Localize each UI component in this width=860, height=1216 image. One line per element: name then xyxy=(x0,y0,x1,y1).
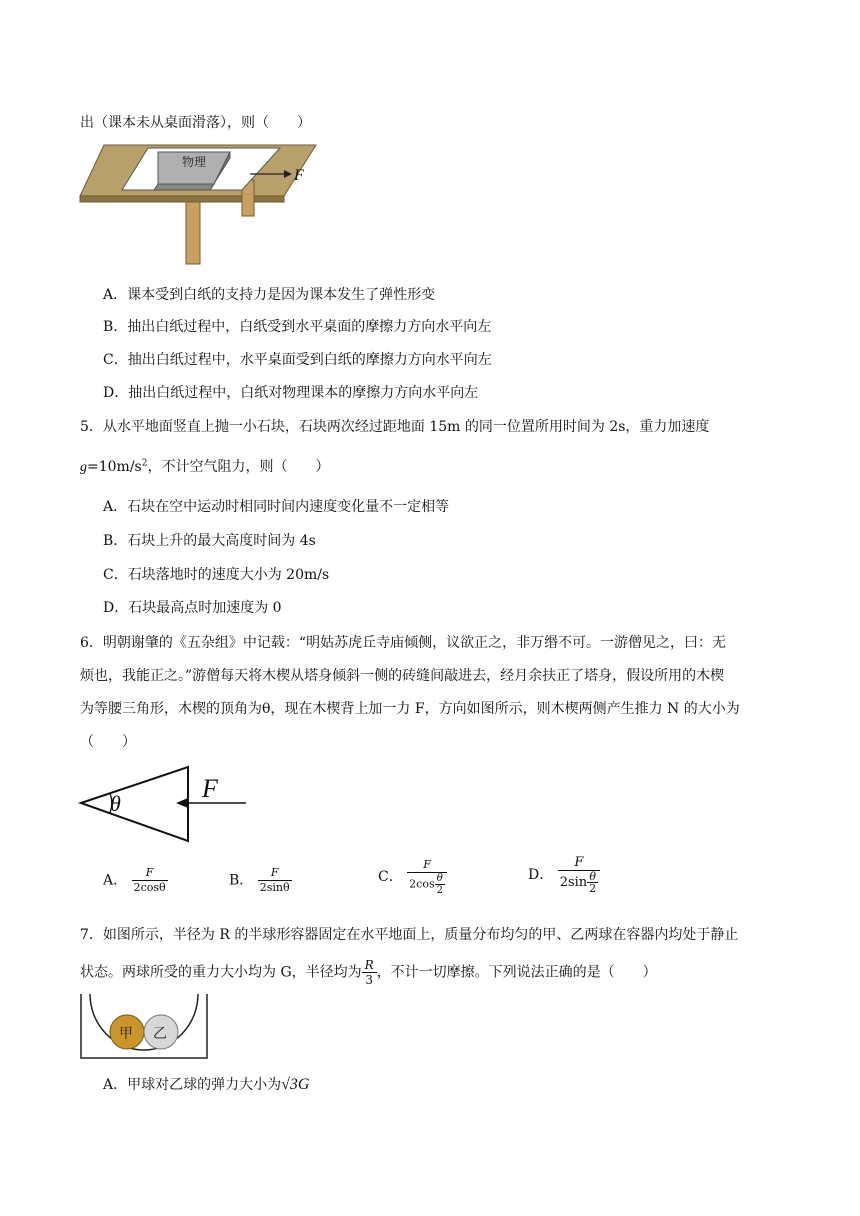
wedge-figure xyxy=(78,765,258,845)
q6-choice-c-fraction: F 2cos $\frac{\theta}{2}$ xyxy=(407,858,447,896)
q7-radius-fraction: $\frac{R}{3}$ xyxy=(362,958,377,987)
q6-choice-a-fraction: $\frac{F}{2\cos\theta}$ xyxy=(133,866,166,894)
force-label: F xyxy=(294,167,304,184)
q6-choice-a: A． $\frac{F}{2\cos\theta}$ xyxy=(103,866,166,894)
question-6-line4: （ ） xyxy=(80,734,136,750)
q6-choice-c: C． F 2cos $\frac{\theta}{2}$ xyxy=(378,858,447,896)
wedge-force-label: F xyxy=(202,774,218,803)
ball-jia-label: 甲 xyxy=(119,1026,133,1042)
q4-option-b: B．抽出白纸过程中，白纸受到水平桌面的摩擦力方向水平向左 xyxy=(103,319,492,335)
question-7-line1: 7．如图所示，半径为 R 的半球形容器固定在水平地面上，质量分布均匀的甲、乙两球在容器内均处于静止 xyxy=(80,927,739,943)
hemisphere-balls-figure xyxy=(78,992,210,1062)
q5-option-d: D．石块最高点时加速度为 0 xyxy=(103,600,282,616)
book-label: 物理 xyxy=(182,155,207,169)
question-6-line1: 6．明朝谢肇的《五杂组》中记载：“明姑苏虎丘寺庙倾侧，议欲正之，非万缗不可。一游僧见之，曰：无 xyxy=(80,635,727,651)
g-value: =10m/s xyxy=(87,459,142,475)
g-symbol: g xyxy=(80,460,87,475)
q4-option-d: D．抽出白纸过程中，白纸对物理课本的摩擦力方向水平向左 xyxy=(103,385,479,401)
question-7-line2: 状态。两球所受的重力大小均为 G，半径均为 $\frac{R}{3}$ ，不计一切摩擦。下列说法正确的是（ ） xyxy=(80,958,657,987)
q6-choice-d-fraction: F 2sin $\frac{\theta}{2}$ xyxy=(558,856,600,894)
q5-line2-rest: ，不计空气阻力，则（ ） xyxy=(147,459,330,475)
q4-option-c: C．抽出白纸过程中，水平桌面受到白纸的摩擦力方向水平向左 xyxy=(103,352,492,368)
theta-label: θ xyxy=(110,791,121,816)
q5-option-a: A．石块在空中运动时相同时间内速度变化量不一定相等 xyxy=(103,499,450,515)
ball-yi-label: 乙 xyxy=(153,1026,167,1042)
q6-choice-b-fraction: $\frac{F}{2\sin\theta}$ xyxy=(259,866,290,894)
question-6-line3: 为等腰三角形，木楔的顶角为θ，现在木楔背上加一力 F，方向如图所示，则木楔两侧产生推力 N 的大小为 xyxy=(80,701,740,717)
q4-option-a: A．课本受到白纸的支持力是因为课本发生了弹性形变 xyxy=(103,287,436,303)
question-5-stem-line1: 5．从水平地面竖直上抛一小石块，石块两次经过距地面 15m 的同一位置所用时间为 2s，重力加速度 xyxy=(80,419,710,435)
q5-option-c: C．石块落地时的速度大小为 20m/s xyxy=(103,567,330,583)
question-4-tail: 出（课本未从桌面滑落），则（ ） xyxy=(80,115,311,131)
q6-choice-d: D． F 2sin $\frac{\theta}{2}$ xyxy=(528,856,600,894)
question-5-stem-line2 xyxy=(80,456,329,476)
q6-choice-b: B． $\frac{F}{2\sin\theta}$ xyxy=(229,866,290,894)
q5-option-b: B．石块上升的最大高度时间为 4s xyxy=(103,533,316,549)
question-6-line2: 烦也，我能正之。”游僧每天将木楔从塔身倾斜一侧的砖缝间敲进去，经月余扶正了塔身，假设所用的木楔 xyxy=(80,668,725,684)
table-paper-book-figure xyxy=(78,140,318,268)
g-exponent: 2 xyxy=(141,458,148,469)
q7-option-a: A．甲球对乙球的弹力大小为√3G xyxy=(103,1076,310,1093)
